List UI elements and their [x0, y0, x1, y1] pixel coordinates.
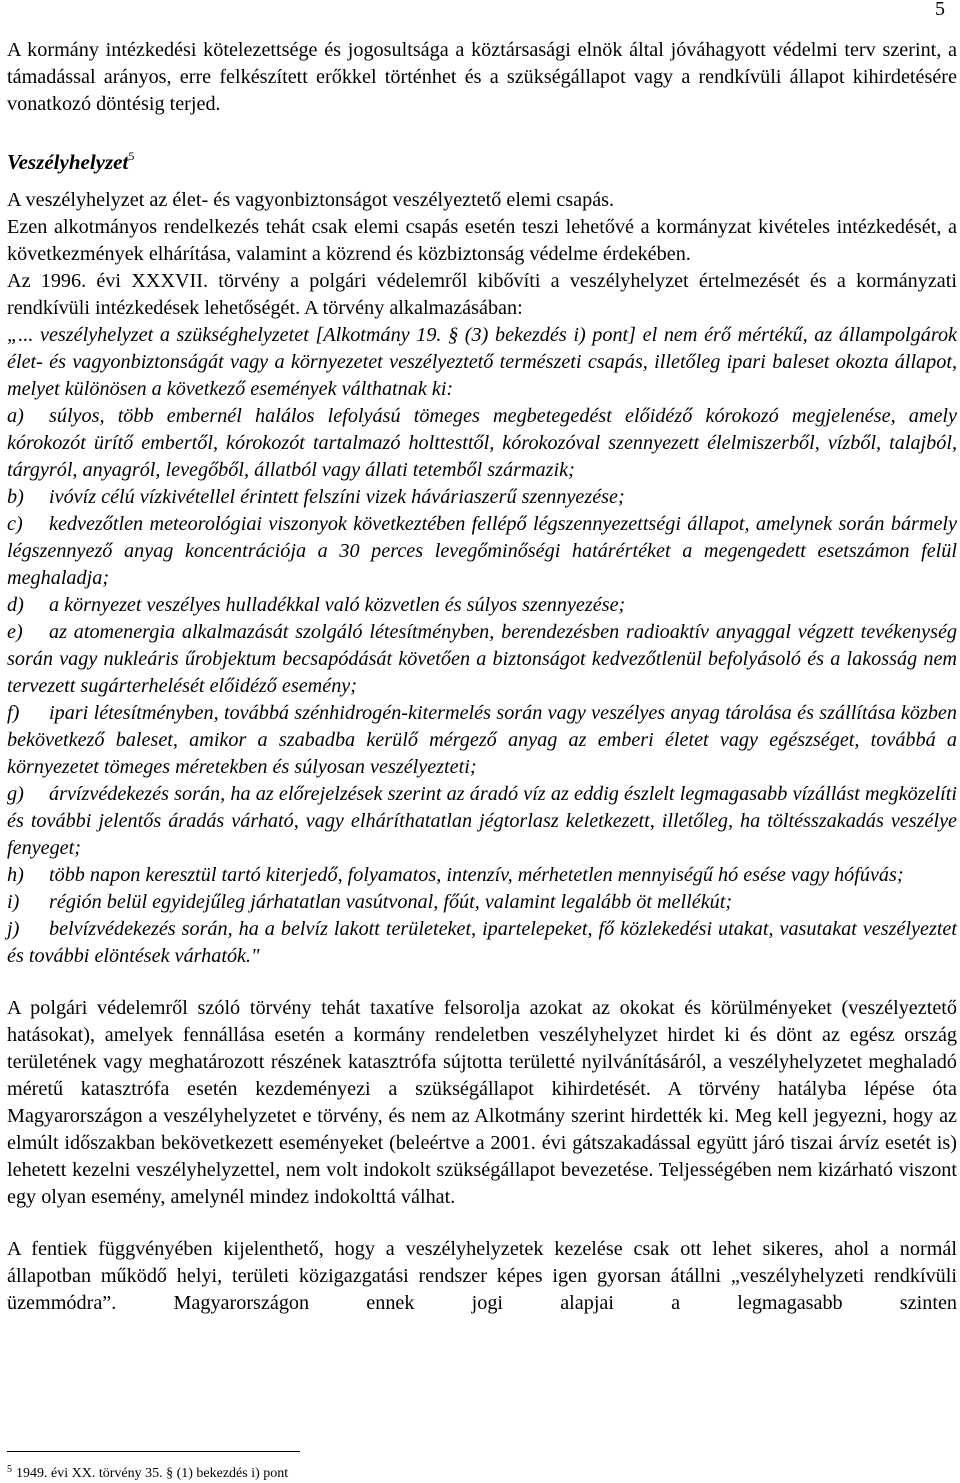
paragraph-spacer — [7, 970, 957, 995]
list-marker: c) — [7, 513, 23, 535]
list-marker: d) — [7, 594, 24, 616]
list-item — [7, 592, 957, 619]
list-marker: g) — [7, 783, 24, 805]
document-body — [7, 37, 957, 1317]
list-item-text: súlyos, több embernél halálos lefolyású tömeges megbetegedést előidéző kórokozó megjelenése, amely kórokozót ürítő embertől, kórokozót tartalmazó holttesttől, kórokozóval szennyezett élelmiszerből, vízből, talajból, tárgyról, anyagról, levegőből, állatból vagy állati tetemből származik; — [7, 405, 957, 481]
paragraph-spacer — [7, 1211, 957, 1236]
footnote-reference: 5 — [128, 149, 135, 163]
list-item — [7, 403, 957, 484]
list-item — [7, 781, 957, 862]
list-item-text: ivóvíz célú vízkivétellel érintett felszíni vizek háváriaszerű szennyezése; — [49, 486, 625, 508]
footnote — [7, 1461, 288, 1483]
list-item-text: régión belül egyidejűleg járhatatlan vasútvonal, főút, valamint legalább öt mellékút; — [49, 891, 733, 913]
section-heading-text: Veszélyhelyzet — [7, 150, 129, 174]
list-item — [7, 862, 957, 889]
list-item-text: kedvezőtlen meteorológiai viszonyok következtében fellépő légszennyezettségi állapot, amelynek során bármely légszennyező anyag koncentrációja a 30 perces levegőminőségi határértéket a megengedett esetszámon felül meghaladja; — [7, 513, 957, 589]
list-item-text: a környezet veszélyes hulladékkal való közvetlen és súlyos szennyezése; — [49, 594, 626, 616]
list-item — [7, 511, 957, 592]
list-item-text: ipari létesítményben, továbbá szénhidrogén-kitermelés során vagy veszélyes anyag tárolása és szállítása közben bekövetkező baleset, amikor a szabadba kerülő mérgező anyag az emberi életet vagy egészséget, továbbá a környezetet tömeges méretekben és súlyosan veszélyezteti; — [7, 702, 957, 778]
list-item-text: az atomenergia alkalmazását szolgáló létesítményben, berendezésben radioaktív anyaggal végzett tevékenység során vagy nukleáris űrobjektum becsapódását követően a biztonságot kedvezőtlenül befolyásoló és a lakosság nem tervezett sugárterhelését előidéző esemény; — [7, 621, 957, 697]
list-item-text: árvízvédekezés során, ha az előrejelzések szerint az áradó víz az eddig észlelt legmagasabb vízállást megközelíti és további jelentős áradás várható, vagy elháríthatatlan jégtorlasz keletkezett, illetőleg, ha töltésszakadás veszélye fenyeget; — [7, 783, 957, 859]
body-paragraph-2: A fentiek függvényében kijelenthető, hogy a veszélyhelyzetek kezelése csak ott lehet sikeres, ahol a normál állapotban működő helyi, területi közigazgatási rendszer képes igen gyorsan átállni „veszélyhelyzeti rendkívüli üzemmódra”. Magyarországon ennek jogi alapjai a legmagasabb szinten — [7, 1238, 957, 1314]
footnote-text: 1949. évi XX. törvény 35. § (1) bekezdés i) pont — [16, 1466, 289, 1481]
list-item — [7, 484, 957, 511]
quote-intro: „... veszélyhelyzet a szükséghelyzetet [Alkotmány 19. § (3) bekezdés i) pont] el nem érő mértékű, az állampolgárok élet- és vagyonbiztonságát vagy a környezetet veszélyeztető természeti csapás, illetőleg ipari baleset okozta állapot, melyet különösen a következő események válthatnak ki: — [7, 324, 957, 400]
list-marker: a) — [7, 405, 24, 427]
body-paragraph-1: A polgári védelemről szóló törvény tehát taxatíve felsorolja azokat az okokat és körülményeket (veszélyeztető hatásokat), amelyek fennállása esetén a kormány rendeletben veszélyhelyzet hirdet ki és dönt az egész ország területének vagy meghatározott részének katasztrófa sújtotta területté nyilvánításáról, a veszélyhelyzetet meghaladó méretű katasztrófa esetén kezdeményezi a szükségállapot kihirdetését. A törvény hatályba lépése óta Magyarországon a veszélyhelyzetet e törvény, és nem az Alkotmány szerint hirdették ki. Meg kell jegyezni, hogy az elmúlt időszakban bekövetkezett eseményeket (beleértve a 2001. évi gátszakadással együtt járó tiszai árvíz esetét is) lehetett kezelni veszélyhelyzettel, nem volt indokolt szükségállapot bevezetése. Teljességében nem kizárható viszont egy olyan esemény, amelynél mindez indokolttá válhat. — [7, 997, 957, 1208]
list-item — [7, 889, 957, 916]
list-item-text: belvízvédekezés során, ha a belvíz lakott területeket, ipartelepeket, fő közlekedési utakat, vasutakat veszélyeztet és további elöntések várhatók." — [7, 918, 957, 967]
definition-paragraph: A veszélyhelyzet az élet- és vagyonbiztonságot veszélyeztető elemi csapás. — [7, 189, 615, 211]
explanation-paragraph: Ezen alkotmányos rendelkezés tehát csak elemi csapás esetén teszi lehetővé a kormányzat kivételes intézkedését, a következmények elhárítása, valamint a közrend és közbiztonság védelme érdekében. — [7, 216, 957, 265]
event-list — [7, 403, 957, 970]
intro-paragraph: A kormány intézkedési kötelezettsége és jogosultsága a köztársasági elnök által jóváhagyott védelmi terv szerint, a támadással arányos, erre felkészített erőkkel történhet és a szükségállapot vagy a rendkívüli állapot kihirdetésére vonatkozó döntésig terjed. — [7, 39, 957, 115]
footnote-mark: 5 — [7, 1464, 12, 1475]
page-number: 5 — [935, 0, 945, 20]
list-marker: i) — [7, 891, 20, 913]
list-marker: e) — [7, 621, 23, 643]
footnote-divider — [7, 1451, 300, 1452]
list-marker: f) — [7, 702, 20, 724]
section-heading — [7, 143, 957, 176]
list-marker: j) — [7, 918, 20, 940]
list-marker: h) — [7, 864, 24, 886]
list-item — [7, 916, 957, 970]
list-marker: b) — [7, 486, 24, 508]
list-item — [7, 700, 957, 781]
list-item-text: több napon keresztül tartó kiterjedő, folyamatos, intenzív, mérhetetlen mennyiségű hó esése vagy hófúvás; — [49, 864, 904, 886]
law-intro-paragraph: Az 1996. évi XXXVII. törvény a polgári védelemről kibővíti a veszélyhelyzet értelmezését és a kormányzati rendkívüli intézkedések lehetőségét. A törvény alkalmazásában: — [7, 270, 957, 319]
list-item — [7, 619, 957, 700]
